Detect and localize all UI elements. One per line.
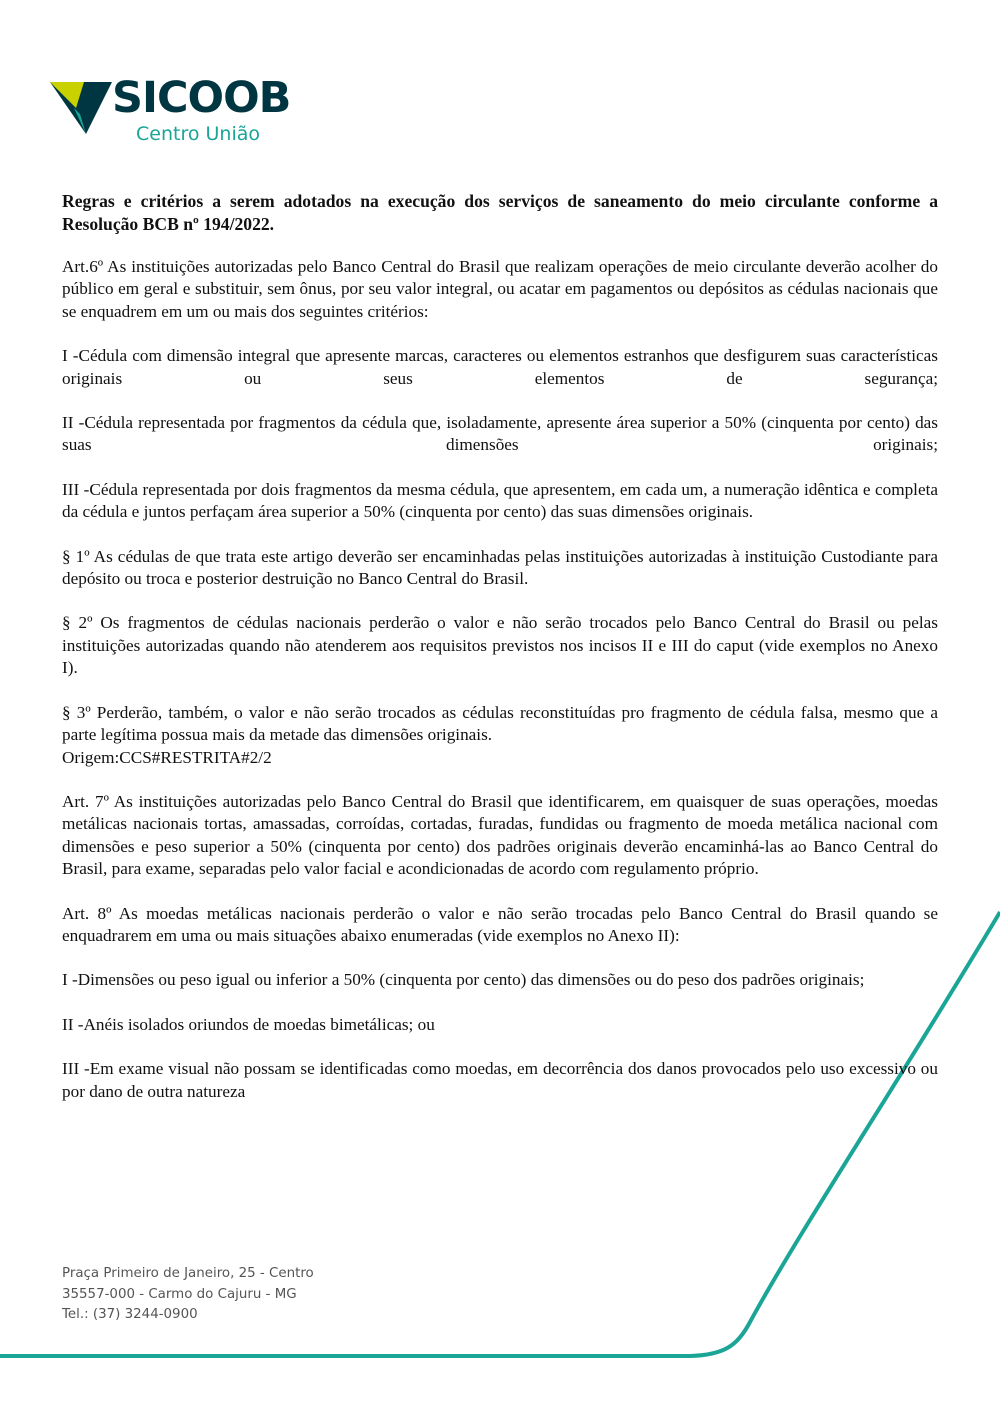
logo-brand-text: SICOOB <box>112 73 291 123</box>
paragraph-inciso-ii: II -Cédula representada por fragmentos da cédula que, isoladamente, apresente área superior a 50% (cinquenta por cento) das suas dimensões originais; <box>62 413 938 455</box>
paragraph-inciso-iii: III -Cédula representada por dois fragmentos da mesma cédula, que apresentem, em cada um, a numeração idêntica e completa da cédula e juntos perfaçam área superior a 50% (cinquenta por cento) das suas dimensões originais. <box>62 479 938 522</box>
paragraph-par3: § 3º Perderão, também, o valor e não serão trocados as cédulas reconstituídas pro fragmento de cédula falsa, mesmo que a parte legítima possua mais da metade das dimensões originais. <box>62 702 938 745</box>
paragraph-art8-inciso-i: I -Dimensões ou peso igual ou inferior a 50% (cinquenta por cento) das dimensões ou do peso dos padrões originais; <box>62 970 865 990</box>
paragraph-art8-inciso-ii: II -Anéis isolados oriundos de moedas bimetálicas; ou <box>62 1014 435 1034</box>
footer-address-line1: Praça Primeiro de Janeiro, 25 - Centro <box>62 1266 314 1281</box>
sicoob-logo <box>50 74 300 154</box>
footer-address <box>62 1264 314 1326</box>
paragraph-par1: § 1º As cédulas de que trata este artigo deverão ser encaminhadas pelas instituições autorizadas à instituição Custodiante para depósito ou troca e posterior destruição no Banco Central do Brasil. <box>62 546 938 589</box>
document-title: Regras e critérios a serem adotados na execução dos serviços de saneamento do meio circulante conforme a Resolução BCB nº 194/2022. <box>62 191 938 234</box>
paragraph-par2: § 2º Os fragmentos de cédulas nacionais perderão o valor e não serão trocados pelo Banco Central do Brasil ou pelas instituições autorizadas quando não atenderem aos requisitos previstos nos incisos II e III do caput (vide exemplos no Anexo I). <box>62 613 938 678</box>
footer-phone: Tel.: (37) 3244-0900 <box>62 1307 198 1322</box>
paragraph-art8: Art. 8º As moedas metálicas nacionais perderão o valor e não serão trocadas pelo Banco Central do Brasil quando se enquadrarem em uma ou mais situações abaixo enumeradas (vide exemplos no Anexo II): <box>62 903 938 945</box>
footer-address-line2: 35557-000 - Carmo do Cajuru - MG <box>62 1286 297 1302</box>
paragraph-art6: Art.6º As instituições autorizadas pelo Banco Central do Brasil que realizam operações de meio circulante deverão acolher do público em geral e substituir, sem ônus, por seu valor integral, ou acatar em pagamentos ou depósitos as cédulas nacionais que se enquadrem em um ou mais dos seguintes critérios: <box>62 257 938 321</box>
logo-unit-text: Centro União <box>136 123 261 145</box>
document-body <box>62 190 938 1125</box>
paragraph-art8-inciso-iii: III -Em exame visual não possam se identificadas como moedas, em decorrência dos danos provocados pelo uso excessivo ou por dano de outra natureza <box>62 1059 938 1101</box>
paragraph-inciso-i: I -Cédula com dimensão integral que apresente marcas, caracteres ou elementos estranhos que desfigurem suas características originais ou seus elementos de segurança; <box>62 346 938 388</box>
origin-line: Origem:CCS#RESTRITA#2/2 <box>62 747 272 767</box>
sicoob-mark-icon <box>50 78 112 138</box>
paragraph-art7: Art. 7º As instituições autorizadas pelo Banco Central do Brasil que identificarem, em quaisquer de suas operações, moedas metálicas nacionais tortas, amassadas, corroídas, cortadas, furadas, fundidas ou fragmento de moeda metálica nacional com dimensões e peso superior a 50% (cinquenta por cento) dos padrões originais deverão encaminhá-las ao Banco Central do Brasil, para exame, separadas pelo valor facial e acondicionadas de acordo com regulamento próprio. <box>62 791 938 879</box>
